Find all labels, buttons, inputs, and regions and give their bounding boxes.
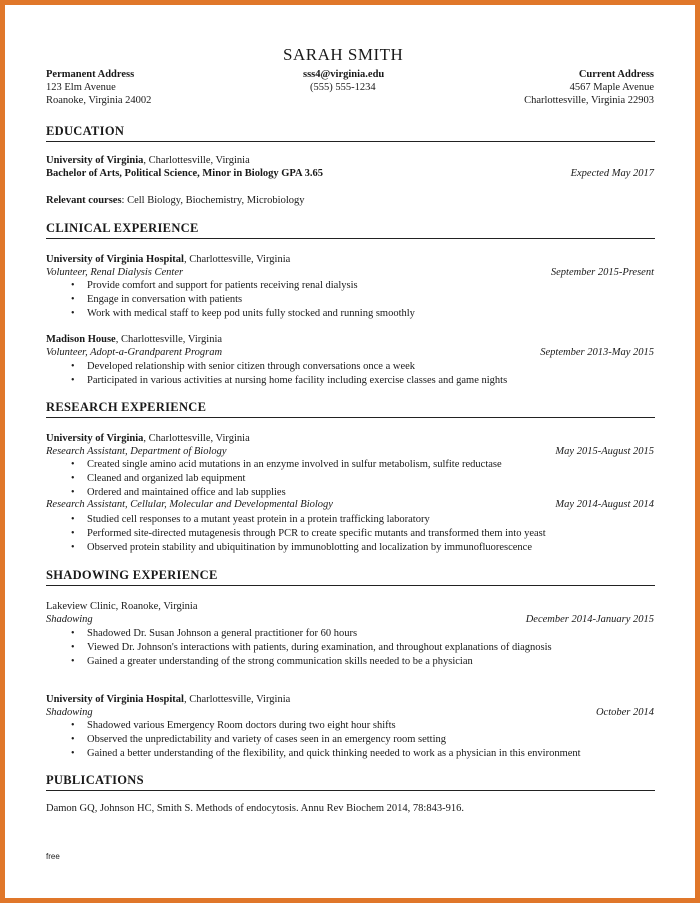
bullet-icon: •	[71, 542, 75, 553]
phone-text: (555) 555-1234	[310, 82, 376, 93]
clinical-job2-role: Volunteer, Adopt-a-Grandparent Program	[46, 347, 223, 358]
education-school	[46, 154, 250, 167]
education-degree: Bachelor of Arts, Political Science, Minor in Biology GPA 3.65	[46, 168, 324, 179]
education-date: Expected May 2017	[570, 168, 654, 179]
bullet-icon: •	[71, 473, 75, 484]
clinical-job2-date: September 2013-May 2015	[540, 347, 654, 358]
bullet-text: Viewed Dr. Johnson's interactions with patients, during examination, and throughout explanations of diagnosis	[87, 642, 552, 653]
org-name: University of Virginia Hospital	[46, 254, 184, 265]
bullet-icon: •	[71, 280, 75, 291]
bullet-icon: •	[71, 734, 75, 745]
clinical-rule	[46, 238, 655, 239]
bullet-text: Cleaned and organized lab equipment	[87, 473, 246, 484]
list-item	[71, 458, 502, 471]
education-rule	[46, 141, 655, 142]
bullet-text: Studied cell responses to a mutant yeast protein in a protein trafficking laboratory	[87, 514, 430, 525]
bullet-text: Work with medical staff to keep pod units fully stocked and running smoothly	[87, 308, 415, 319]
research-role1: Research Assistant, Department of Biology	[46, 446, 227, 457]
bullet-icon: •	[71, 294, 75, 305]
org-name: University of Virginia	[46, 433, 144, 444]
bullet-icon: •	[71, 528, 75, 539]
list-item	[71, 513, 430, 526]
shadowing-job2-org	[46, 693, 290, 706]
shadowing-job1-date: December 2014-January 2015	[525, 614, 654, 625]
footer-text: free	[46, 852, 60, 861]
publication-entry: Damon GQ, Johnson HC, Smith S. Methods of endocytosis. Annu Rev Biochem 2014, 78:843-916.	[46, 803, 464, 814]
bullet-text: Gained a better understanding of the flexibility, and quick thinking needed to work as a physician in this environment	[87, 748, 581, 759]
current-address-label: Current Address	[578, 69, 654, 80]
courses-label: Relevant courses	[46, 195, 122, 206]
bullet-icon: •	[71, 361, 75, 372]
clinical-job1-org	[46, 253, 290, 266]
shadowing-job1-role: Shadowing	[46, 614, 93, 625]
bullet-icon: •	[71, 748, 75, 759]
resume-page	[8, 8, 692, 895]
bullet-text: Participated in various activities at nursing home facility including exercise classes and game nights	[87, 375, 508, 386]
bullet-icon: •	[71, 720, 75, 731]
shadowing-heading: SHADOWING EXPERIENCE	[46, 568, 218, 582]
bullet-text: Developed relationship with senior citizen through conversations once a week	[87, 361, 416, 372]
courses-list: : Cell Biology, Biochemistry, Microbiology	[121, 195, 305, 206]
bullet-icon: •	[71, 308, 75, 319]
publications-heading: PUBLICATIONS	[46, 773, 144, 787]
org-location: , Charlottesville, Virginia	[115, 334, 223, 345]
org-name: Madison House	[46, 334, 116, 345]
school-name: University of Virginia	[46, 155, 144, 166]
publications-rule	[46, 790, 655, 791]
bullet-icon: •	[71, 628, 75, 639]
clinical-heading: CLINICAL EXPERIENCE	[46, 221, 199, 235]
bullet-icon: •	[71, 487, 75, 498]
bullet-text: Gained a greater understanding of the strong communication skills needed to be a physician	[87, 656, 473, 667]
research-org	[46, 432, 250, 445]
bullet-text: Observed the unpredictability and variety of cases seen in an emergency room setting	[87, 734, 447, 745]
bullet-icon: •	[71, 642, 75, 653]
clinical-job1-date: September 2015-Present	[550, 267, 654, 278]
list-item	[71, 627, 358, 640]
bullet-text: Observed protein stability and ubiquitination by immunoblotting and localization by immunofluorescence	[87, 542, 532, 553]
bullet-text: Created single amino acid mutations in an enzyme involved in sulfur metabolism, sulfite reductase	[87, 459, 502, 470]
list-item	[71, 719, 396, 732]
list-item	[71, 293, 243, 306]
list-item	[71, 655, 473, 668]
list-item	[71, 307, 415, 320]
email-text: sss4@virginia.edu	[303, 69, 385, 80]
current-address-line1: 4567 Maple Avenue	[569, 82, 654, 93]
org-location: , Charlottesville, Virginia	[183, 254, 291, 265]
shadowing-job2-role: Shadowing	[46, 707, 93, 718]
permanent-address-line2: Roanoke, Virginia 24002	[46, 95, 152, 106]
bullet-icon: •	[71, 375, 75, 386]
list-item	[71, 472, 246, 485]
shadowing-job1-org: Lakeview Clinic, Roanoke, Virginia	[46, 601, 198, 612]
current-address-line2: Charlottesville, Virginia 22903	[524, 95, 654, 106]
list-item	[71, 733, 447, 746]
bullet-text: Performed site-directed mutagenesis through PCR to create specific mutants and transformed them into yeast	[87, 528, 546, 539]
bullet-icon: •	[71, 459, 75, 470]
relevant-courses	[46, 194, 305, 207]
org-name: University of Virginia Hospital	[46, 694, 184, 705]
research-role1-date: May 2015-August 2015	[555, 446, 654, 457]
shadowing-rule	[46, 585, 655, 586]
clinical-job1-role: Volunteer, Renal Dialysis Center	[46, 267, 184, 278]
bullet-text: Shadowed Dr. Susan Johnson a general practitioner for 60 hours	[87, 628, 358, 639]
bullet-text: Engage in conversation with patients	[87, 294, 243, 305]
list-item	[71, 360, 416, 373]
list-item	[71, 641, 552, 654]
bullet-text: Provide comfort and support for patients receiving renal dialysis	[87, 280, 358, 291]
list-item	[71, 541, 532, 554]
bullet-text: Ordered and maintained office and lab supplies	[87, 487, 286, 498]
education-heading: EDUCATION	[46, 124, 125, 138]
list-item	[71, 279, 358, 292]
permanent-address-label: Permanent Address	[46, 69, 135, 80]
permanent-address-line1: 123 Elm Avenue	[46, 82, 116, 93]
org-location: , Charlottesville, Virginia	[143, 433, 250, 444]
clinical-job2-org	[46, 333, 222, 346]
list-item	[71, 527, 546, 540]
bullet-icon: •	[71, 514, 75, 525]
research-role2: Research Assistant, Cellular, Molecular and Developmental Biology	[46, 499, 333, 510]
research-role2-date: May 2014-August 2014	[555, 499, 654, 510]
list-item	[71, 374, 508, 387]
shadowing-job2-date: October 2014	[595, 707, 654, 718]
candidate-name: SARAH SMITH	[283, 45, 404, 64]
research-heading: RESEARCH EXPERIENCE	[46, 400, 207, 414]
bullet-text: Shadowed various Emergency Room doctors during two eight hour shifts	[87, 720, 396, 731]
org-location: , Charlottesville, Virginia	[183, 694, 291, 705]
research-rule	[46, 417, 655, 418]
list-item	[71, 747, 581, 760]
school-location: , Charlottesville, Virginia	[143, 155, 250, 166]
bullet-icon: •	[71, 656, 75, 667]
